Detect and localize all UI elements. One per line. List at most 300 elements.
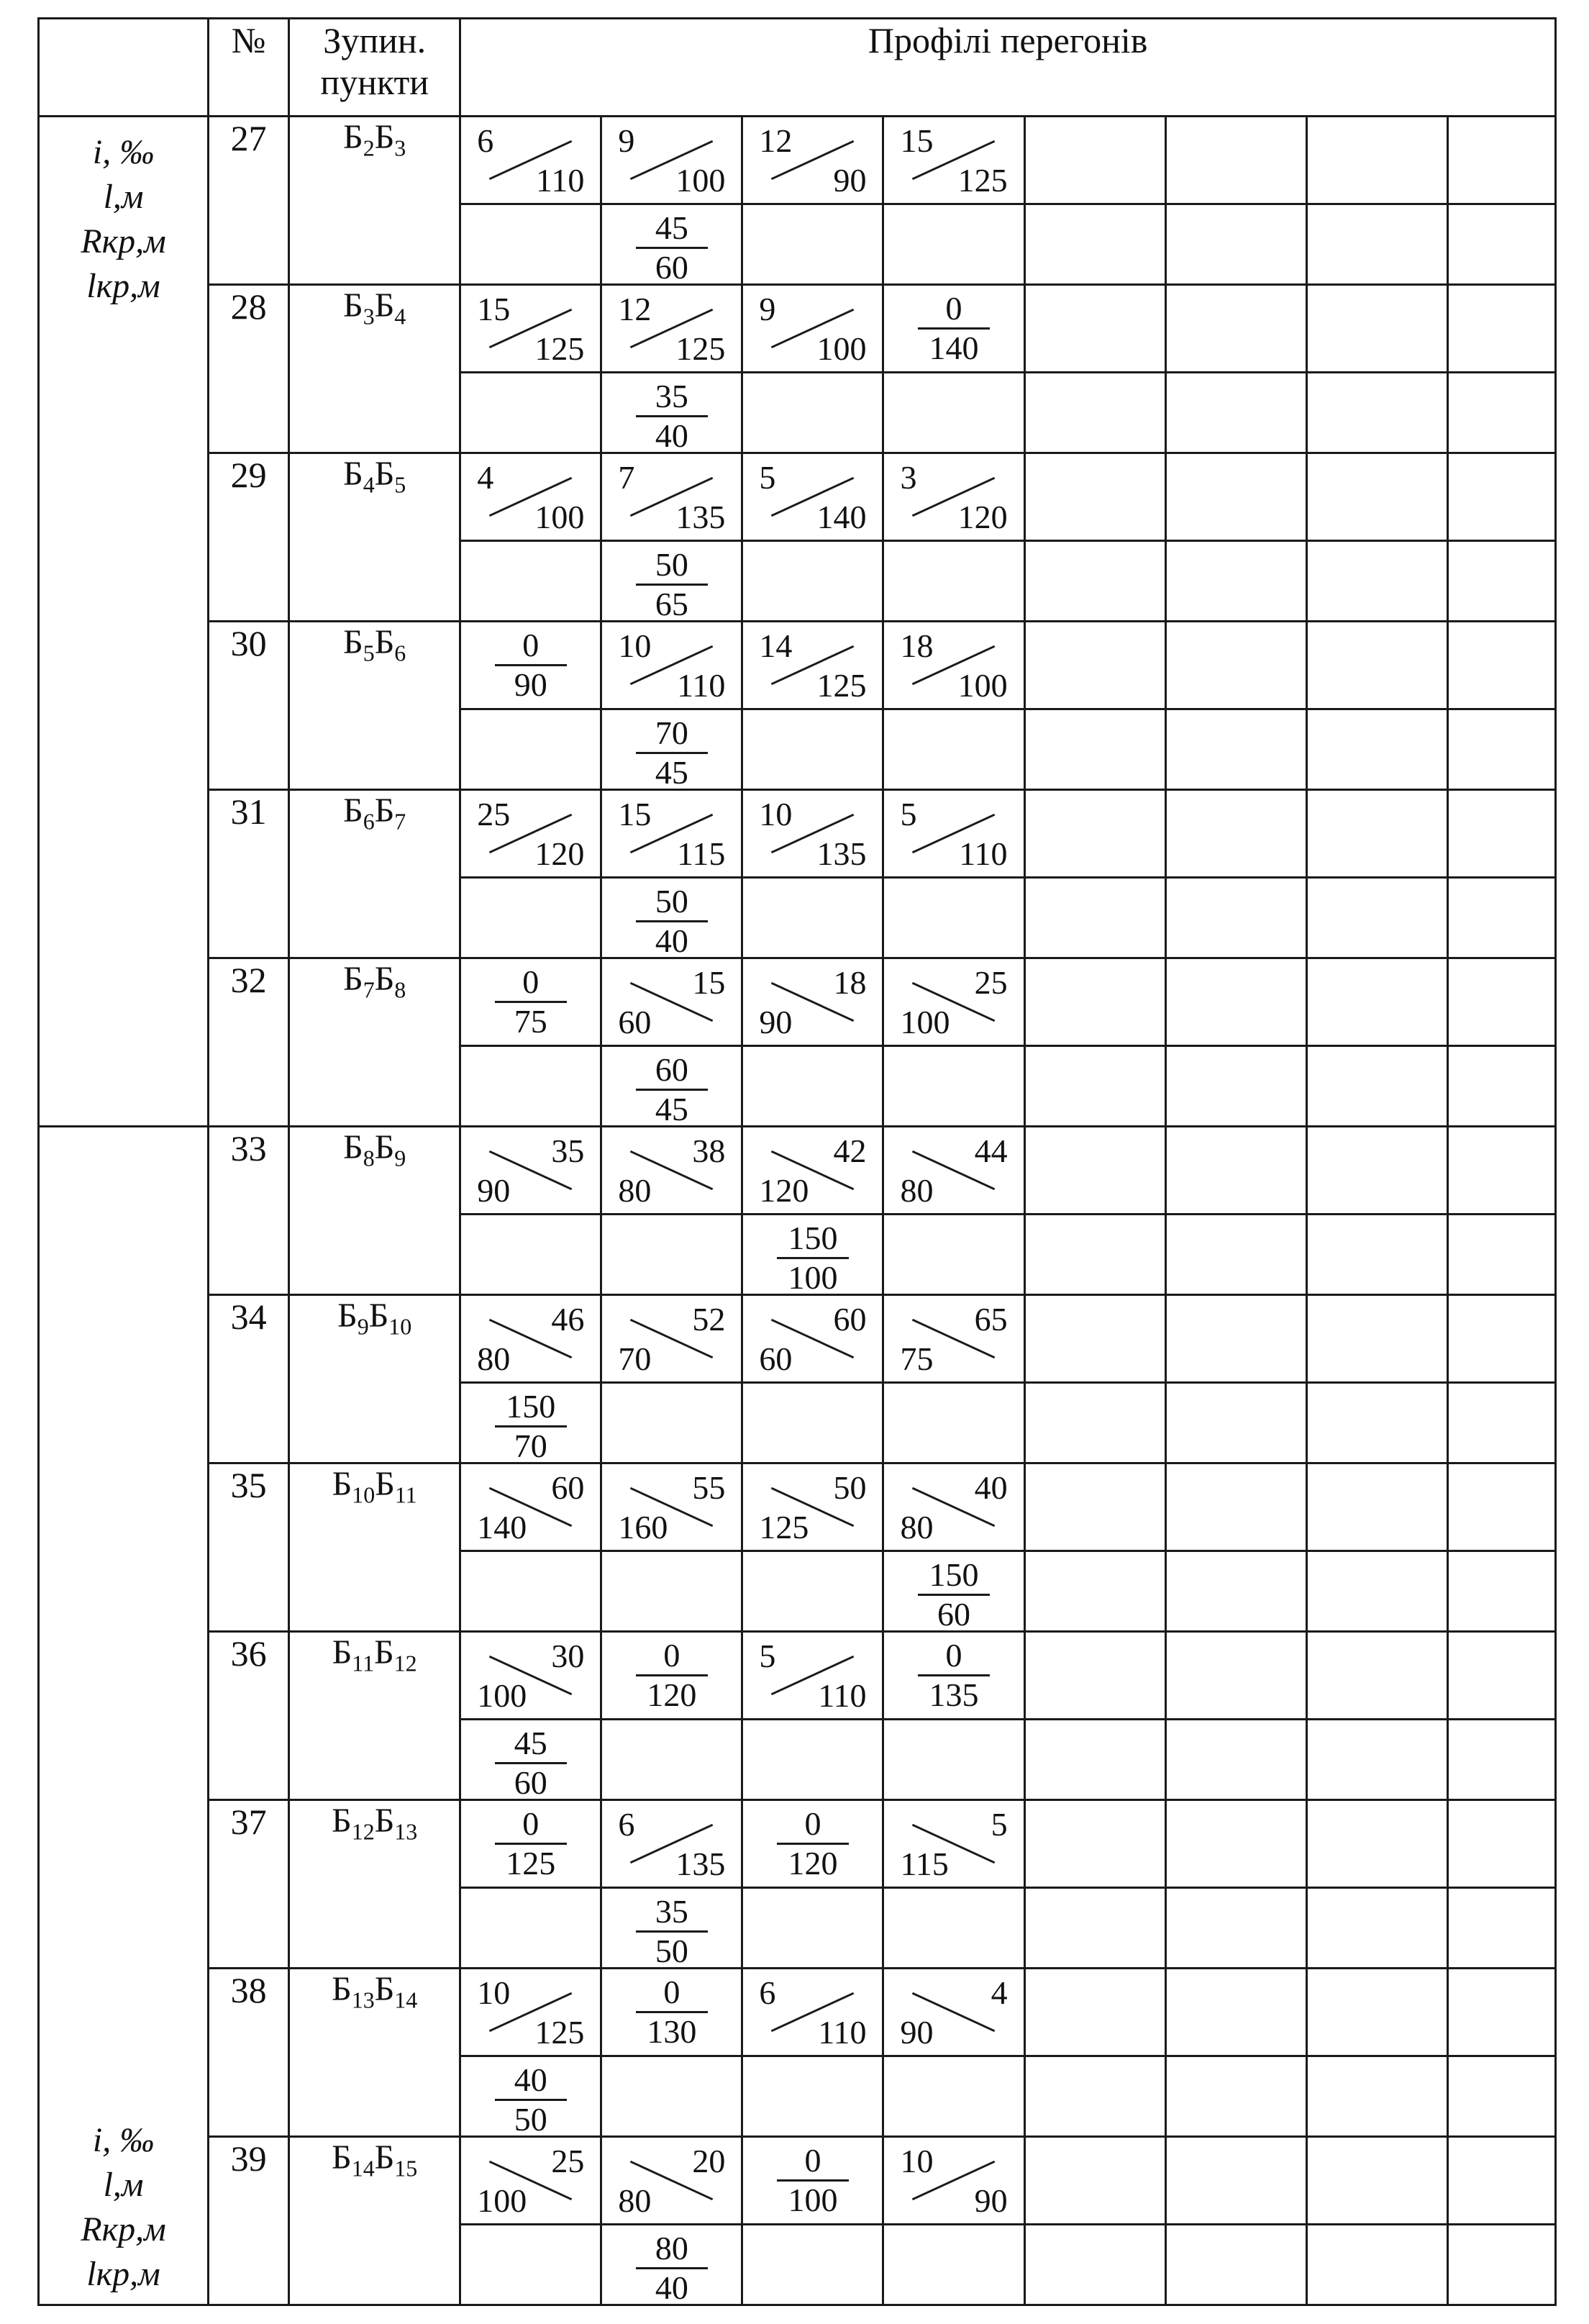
station-pair: [289, 622, 460, 790]
legend-gradient: i, ‰: [92, 2121, 155, 2159]
profile-cell: [1306, 2137, 1447, 2225]
profile-length: 80: [900, 1172, 934, 1209]
profile-cell: [742, 958, 883, 1046]
profile-length: 125: [534, 2014, 585, 2051]
profile-element: [884, 622, 1023, 708]
profile-cell: [460, 1800, 601, 1888]
curve-cell: [1306, 1888, 1447, 1969]
profile-element: [884, 1127, 1023, 1213]
profile-cell: [1306, 958, 1447, 1046]
station-from: Б: [332, 2138, 352, 2177]
profile-gradient: 60: [833, 1301, 867, 1338]
row-number: 30: [209, 622, 289, 790]
profile-length: 160: [618, 1509, 668, 1545]
station-from: Б: [332, 1970, 352, 2008]
station-to: Б: [374, 791, 395, 830]
profile-gradient: 42: [833, 1133, 867, 1169]
curve-cell: [1165, 1720, 1306, 1800]
profile-row: [39, 2137, 1556, 2225]
profile-row: [39, 790, 1556, 878]
curve-radius: 40: [514, 2061, 547, 2098]
curve-cell: [742, 1046, 883, 1127]
curve-length: 45: [655, 754, 688, 790]
profile-cell: [1306, 1295, 1447, 1383]
curve-length: 60: [514, 1764, 547, 1800]
curve-cell: [460, 878, 601, 958]
profile-cell: [1165, 622, 1306, 709]
profile-row: [39, 958, 1556, 1046]
profile-gradient: 5: [759, 459, 776, 496]
curve-cell: [883, 2056, 1024, 2137]
curve-element: [602, 1047, 741, 1125]
profile-length: 110: [818, 1677, 867, 1714]
profile-cell: [1165, 453, 1306, 541]
curve-length: 60: [937, 1596, 971, 1632]
header-number: №: [209, 19, 289, 117]
profile-gradient: 3: [900, 459, 917, 496]
curve-radius: 80: [655, 2230, 688, 2266]
curve-cell: [1447, 1215, 1555, 1295]
curve-cell: [601, 541, 742, 622]
profile-element: [461, 1296, 600, 1381]
profile-cell: [1024, 622, 1165, 709]
profile-length: 90: [833, 162, 867, 199]
profile-cell: [742, 1295, 883, 1383]
curve-cell: [1024, 2225, 1165, 2305]
profile-length: 120: [534, 835, 585, 872]
curve-cell: [1165, 541, 1306, 622]
station-to: Б: [374, 623, 395, 661]
curve-cell: [460, 1046, 601, 1127]
profile-element: [461, 791, 600, 876]
profile-gradient: 52: [692, 1301, 726, 1338]
profile-cell: [1024, 1463, 1165, 1551]
curve-element: [602, 710, 741, 789]
station-from-index: 7: [363, 976, 375, 1003]
profile-cell: [742, 1969, 883, 2056]
profile-cell: [1165, 790, 1306, 878]
profile-element: [884, 1969, 1023, 2055]
profile-element: [884, 1633, 1023, 1718]
station-from-index: 4: [363, 471, 375, 498]
curve-cell: [1024, 541, 1165, 622]
profile-gradient: 0: [804, 2142, 821, 2179]
curve-cell: [742, 709, 883, 790]
profile-cell: [1447, 1800, 1555, 1888]
station-from-index: 11: [352, 1650, 375, 1676]
station-to: Б: [374, 1802, 395, 1840]
profile-element: [884, 1464, 1023, 1550]
curve-cell: [601, 1888, 742, 1969]
profile-cell: [1024, 1295, 1165, 1383]
profile-element: [461, 454, 600, 540]
profile-length: 100: [675, 162, 726, 199]
profile-length: 90: [759, 1004, 793, 1040]
curve-cell: [883, 1551, 1024, 1632]
profile-cell: [742, 790, 883, 878]
curve-cell: [1165, 2056, 1306, 2137]
profile-length: 75: [900, 1340, 934, 1377]
curve-cell: [1165, 878, 1306, 958]
curve-cell: [601, 709, 742, 790]
profile-cell: [1306, 1127, 1447, 1215]
profile-element: [743, 959, 882, 1045]
profile-element: [461, 2138, 600, 2223]
profile-element: [743, 1969, 882, 2055]
legend-curve-length: lкр,м: [86, 267, 160, 305]
curve-cell: [742, 1383, 883, 1463]
profile-cell: [601, 1463, 742, 1551]
station-from-index: 14: [351, 2155, 375, 2182]
profile-cell: [1024, 453, 1165, 541]
profile-cell: [601, 1632, 742, 1720]
curve-cell: [1024, 878, 1165, 958]
station-from: Б: [343, 286, 363, 324]
profile-cell: [1306, 1969, 1447, 2056]
profile-cell: [883, 285, 1024, 373]
curve-cell: [883, 1383, 1024, 1463]
curve-cell: [601, 1383, 742, 1463]
station-to-index: 11: [394, 1481, 417, 1508]
profile-cell: [1447, 1463, 1555, 1551]
profile-length: 110: [818, 2014, 867, 2051]
profile-gradient: 5: [900, 796, 917, 832]
station-to: Б: [374, 1128, 395, 1166]
profile-element: [461, 959, 600, 1045]
profile-cell: [883, 1632, 1024, 1720]
station-to: Б: [374, 455, 395, 493]
station-pair: [289, 1632, 460, 1800]
curve-cell: [1447, 204, 1555, 285]
row-number: 31: [209, 790, 289, 958]
station-to-index: 14: [394, 1987, 418, 2013]
curve-cell: [742, 1551, 883, 1632]
curve-cell: [883, 373, 1024, 453]
curve-length: 40: [655, 417, 688, 453]
profile-gradient: 14: [759, 627, 793, 664]
profile-length: 110: [677, 667, 726, 704]
profile-element: [602, 117, 741, 203]
profile-gradient: 15: [477, 291, 511, 327]
profile-gradient: 0: [945, 1637, 962, 1674]
profile-element: [743, 791, 882, 876]
profile-length: 135: [816, 835, 867, 872]
profile-gradient: 25: [551, 2143, 585, 2179]
profile-length: 125: [957, 162, 1008, 199]
curve-cell: [883, 709, 1024, 790]
profile-gradient: 50: [833, 1469, 867, 1506]
profile-element: [884, 1801, 1023, 1887]
profile-cell: [883, 958, 1024, 1046]
station-to-index: 8: [394, 976, 406, 1003]
curve-radius: 70: [655, 714, 688, 751]
profile-row: [39, 1800, 1556, 1888]
station-to-index: 13: [394, 1818, 418, 1845]
profile-element: [743, 117, 882, 203]
row-number: 33: [209, 1127, 289, 1295]
profile-cell: [601, 453, 742, 541]
profile-gradient: 4: [477, 459, 494, 496]
curve-cell: [601, 878, 742, 958]
curve-cell: [460, 1215, 601, 1295]
curve-element: [602, 373, 741, 452]
profile-element: [602, 286, 741, 371]
curve-cell: [1306, 373, 1447, 453]
profile-cell: [1165, 2137, 1306, 2225]
legend-curve-radius: Rкр,м: [81, 222, 166, 260]
profile-length: 120: [647, 1676, 697, 1713]
station-to-index: 12: [393, 1650, 417, 1676]
legend-bottom: [39, 1127, 209, 2305]
curve-cell: [1024, 709, 1165, 790]
station-from-index: 8: [363, 1145, 375, 1171]
profile-cell: [883, 2137, 1024, 2225]
curve-cell: [460, 1383, 601, 1463]
curve-cell: [601, 1046, 742, 1127]
profile-cell: [1165, 117, 1306, 204]
profile-length: 100: [900, 1004, 950, 1040]
profile-length: 110: [959, 835, 1008, 872]
profile-length: 100: [957, 667, 1008, 704]
profile-cell: [1306, 117, 1447, 204]
profile-gradient: 5: [991, 1806, 1008, 1843]
curve-cell: [1447, 373, 1555, 453]
profile-cell: [1447, 622, 1555, 709]
profile-element: [602, 2138, 741, 2223]
curve-cell: [601, 1551, 742, 1632]
profile-cell: [1306, 790, 1447, 878]
profile-gradient: 10: [618, 627, 652, 664]
profile-element: [602, 1969, 741, 2055]
profile-gradient: 10: [477, 1974, 511, 2011]
curve-cell: [1024, 204, 1165, 285]
profile-row: [39, 1632, 1556, 1720]
profile-cell: [742, 622, 883, 709]
profile-cell: [1306, 622, 1447, 709]
station-pair: [289, 453, 460, 622]
row-number: 27: [209, 117, 289, 285]
curve-element: [602, 542, 741, 620]
profile-length: 125: [675, 330, 726, 367]
curve-length: 50: [514, 2101, 547, 2137]
profile-length: 100: [477, 2182, 527, 2219]
profile-element: [743, 1801, 882, 1887]
row-number: 37: [209, 1800, 289, 1969]
profile-cell: [1306, 1800, 1447, 1888]
station-to-index: 10: [388, 1313, 412, 1340]
profile-element: [602, 1296, 741, 1381]
curve-cell: [1306, 1046, 1447, 1127]
station-pair: [289, 1127, 460, 1295]
profile-cell: [460, 790, 601, 878]
curve-cell: [601, 1720, 742, 1800]
curve-cell: [1306, 2225, 1447, 2305]
station-to: Б: [374, 118, 395, 156]
profile-length: 110: [536, 162, 585, 199]
profile-row: [39, 1969, 1556, 2056]
profile-element: [461, 1969, 600, 2055]
legend-length: l,м: [103, 178, 144, 216]
profile-cell: [1024, 285, 1165, 373]
curve-element: [602, 879, 741, 957]
profile-length: 140: [816, 499, 867, 535]
curve-element: [884, 1552, 1023, 1630]
station-to-index: 6: [394, 640, 406, 666]
profile-length: 135: [675, 499, 726, 535]
profile-cell: [601, 958, 742, 1046]
profile-cell: [1306, 1632, 1447, 1720]
profile-gradient: 25: [974, 964, 1008, 1001]
curve-cell: [742, 1720, 883, 1800]
profile-cell: [883, 1969, 1024, 2056]
curve-length: 65: [655, 586, 688, 622]
profile-row: [39, 117, 1556, 204]
profile-element: [602, 791, 741, 876]
profile-cell: [1024, 1969, 1165, 2056]
curve-cell: [1024, 373, 1165, 453]
profile-length: 115: [677, 835, 726, 872]
curve-radius: 150: [929, 1556, 979, 1593]
profile-cell: [1165, 1463, 1306, 1551]
curve-element: [602, 2225, 741, 2304]
station-pair: [289, 1463, 460, 1632]
profile-length: 90: [974, 2182, 1008, 2219]
profile-gradient: 38: [692, 1133, 726, 1169]
profile-cell: [460, 117, 601, 204]
curve-cell: [1024, 1215, 1165, 1295]
profile-element: [743, 1464, 882, 1550]
curve-cell: [883, 1215, 1024, 1295]
curve-cell: [1306, 878, 1447, 958]
curve-length: 60: [655, 249, 688, 285]
curve-cell: [460, 2056, 601, 2137]
curve-cell: [601, 1215, 742, 1295]
curve-cell: [1447, 878, 1555, 958]
profile-element: [602, 1801, 741, 1887]
station-pair: [289, 2137, 460, 2305]
curve-cell: [883, 1888, 1024, 1969]
curve-cell: [1024, 2056, 1165, 2137]
row-number: 39: [209, 2137, 289, 2305]
curve-cell: [1165, 2225, 1306, 2305]
curve-cell: [1306, 204, 1447, 285]
profile-cell: [1024, 2137, 1165, 2225]
profile-gradient: 15: [900, 122, 934, 159]
profile-cell: [742, 285, 883, 373]
curve-cell: [742, 204, 883, 285]
legend-top: [39, 117, 209, 1127]
curve-radius: 150: [506, 1388, 556, 1425]
profile-cell: [460, 1632, 601, 1720]
profile-length: 125: [534, 330, 585, 367]
profile-cell: [460, 2137, 601, 2225]
profile-element: [602, 622, 741, 708]
curve-cell: [1165, 1046, 1306, 1127]
profile-gradient: 30: [551, 1638, 585, 1674]
profile-element: [461, 286, 600, 371]
profile-cell: [1447, 958, 1555, 1046]
profile-length: 70: [618, 1340, 652, 1377]
profile-length: 60: [618, 1004, 652, 1040]
legend-curve-radius: Rкр,м: [81, 2210, 166, 2248]
profile-cell: [883, 453, 1024, 541]
profile-cell: [601, 1127, 742, 1215]
profile-cell: [1024, 790, 1165, 878]
profile-element: [602, 959, 741, 1045]
station-from: Б: [343, 118, 363, 156]
profile-row: [39, 1127, 1556, 1215]
profile-gradient: 0: [522, 627, 539, 663]
profile-cell: [742, 453, 883, 541]
station-from: Б: [332, 1802, 352, 1840]
curve-cell: [1024, 1720, 1165, 1800]
profile-cell: [883, 622, 1024, 709]
curve-cell: [1306, 541, 1447, 622]
profile-length: 90: [477, 1172, 511, 1209]
station-to: Б: [374, 2138, 395, 2177]
profile-length: 100: [477, 1677, 527, 1714]
curve-length: 40: [655, 922, 688, 958]
profile-gradient: 25: [477, 796, 511, 832]
profile-cell: [742, 2137, 883, 2225]
curve-cell: [1306, 1551, 1447, 1632]
station-to-index: 4: [394, 303, 406, 330]
curve-radius: 50: [655, 546, 688, 583]
profile-element: [461, 1127, 600, 1213]
curve-element: [461, 2057, 600, 2135]
profile-element: [884, 454, 1023, 540]
curve-cell: [460, 709, 601, 790]
curve-cell: [742, 2225, 883, 2305]
curve-cell: [1024, 1383, 1165, 1463]
station-to: Б: [374, 960, 395, 998]
profile-element: [743, 1296, 882, 1381]
curve-cell: [742, 2056, 883, 2137]
curve-cell: [460, 541, 601, 622]
profile-gradient: 60: [551, 1469, 585, 1506]
curve-cell: [1447, 1046, 1555, 1127]
curve-cell: [1024, 1046, 1165, 1127]
station-from: Б: [343, 623, 363, 661]
profile-gradient: 35: [551, 1133, 585, 1169]
profile-element: [884, 286, 1023, 371]
profile-cell: [742, 1632, 883, 1720]
profile-cell: [883, 790, 1024, 878]
profile-row: [39, 622, 1556, 709]
curve-cell: [1165, 1551, 1306, 1632]
curve-cell: [601, 2056, 742, 2137]
curve-cell: [883, 204, 1024, 285]
curve-cell: [460, 373, 601, 453]
profile-cell: [1165, 285, 1306, 373]
profile-cell: [1165, 1800, 1306, 1888]
profile-cell: [601, 622, 742, 709]
curve-radius: 45: [514, 1725, 547, 1761]
station-pair: [289, 1969, 460, 2137]
curve-cell: [742, 541, 883, 622]
profile-gradient: 20: [692, 2143, 726, 2179]
profile-cell: [1447, 1969, 1555, 2056]
station-from: Б: [332, 1465, 352, 1503]
curve-cell: [1306, 1720, 1447, 1800]
curve-cell: [460, 2225, 601, 2305]
station-pair: [289, 117, 460, 285]
profile-element: [884, 2138, 1023, 2223]
profile-gradient: 6: [618, 1806, 635, 1843]
curve-cell: [883, 878, 1024, 958]
profile-length: 80: [477, 1340, 511, 1377]
profile-element: [743, 2138, 882, 2223]
